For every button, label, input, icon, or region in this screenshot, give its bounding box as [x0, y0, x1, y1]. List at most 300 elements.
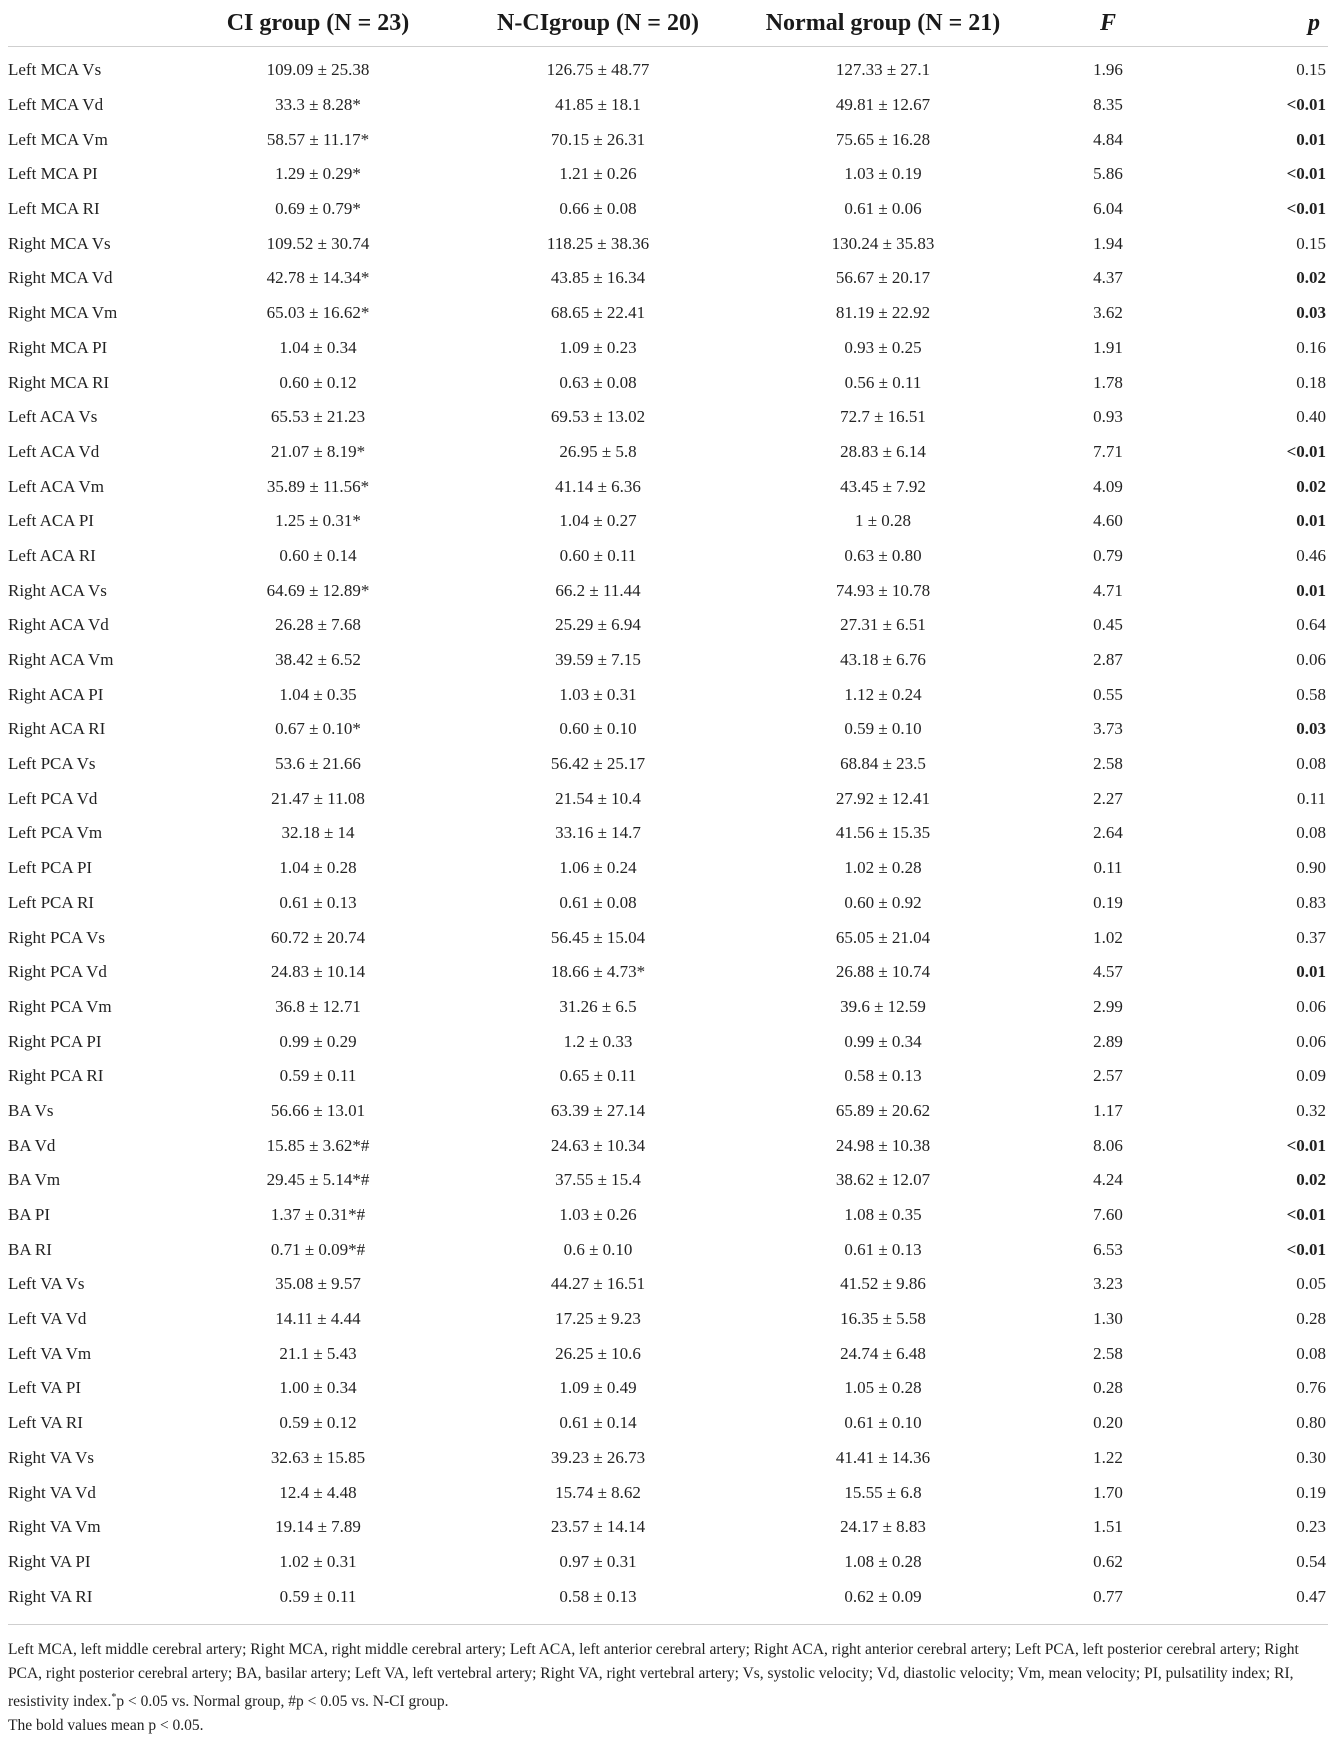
cell-ci-group: 29.45 ± 5.14*#	[266, 1170, 370, 1190]
cell-normal-group: 41.52 ± 9.86	[840, 1274, 926, 1294]
cell-ci-group: 24.83 ± 10.14	[270, 962, 366, 982]
footnote-bold-note: The bold values mean p < 0.05.	[8, 1717, 204, 1735]
row-label: Left ACA Vm	[8, 476, 105, 496]
cell-f-statistic: 3.62	[1093, 303, 1123, 323]
table-row	[8, 1232, 1328, 1267]
cell-p-value: <0.01	[1286, 441, 1326, 461]
row-label: Right VA RI	[8, 1586, 93, 1606]
cell-ci-group: 12.4 ± 4.48	[279, 1482, 357, 1502]
cell-nci-group: 41.85 ± 18.1	[555, 95, 641, 115]
row-label: Left VA RI	[8, 1413, 83, 1433]
cell-normal-group: 75.65 ± 16.28	[835, 129, 931, 149]
row-label: Right ACA Vm	[8, 650, 114, 670]
cell-normal-group: 27.31 ± 6.51	[840, 615, 926, 635]
cell-ci-group: 109.09 ± 25.38	[266, 60, 370, 80]
row-label: Right VA Vm	[8, 1517, 101, 1537]
cell-nci-group: 1.03 ± 0.31	[559, 684, 637, 704]
cell-f-statistic: 4.37	[1093, 268, 1123, 288]
row-label: Right VA PI	[8, 1551, 91, 1571]
cell-nci-group: 15.74 ± 8.62	[555, 1482, 641, 1502]
cell-ci-group: 1.37 ± 0.31*#	[270, 1205, 366, 1225]
cell-ci-group: 0.59 ± 0.11	[279, 1586, 357, 1606]
cell-f-statistic: 4.57	[1093, 962, 1123, 982]
table-row	[8, 781, 1328, 816]
row-label: Left PCA Vm	[8, 823, 103, 843]
cell-p-value: 0.05	[1296, 1274, 1326, 1294]
cell-f-statistic: 2.57	[1093, 1066, 1123, 1086]
table-row	[8, 331, 1328, 366]
cell-nci-group: 31.26 ± 6.5	[559, 996, 637, 1016]
row-label: Left ACA RI	[8, 545, 96, 565]
cell-normal-group: 24.17 ± 8.83	[840, 1517, 926, 1537]
cell-nci-group: 44.27 ± 16.51	[550, 1274, 646, 1294]
cell-nci-group: 1.09 ± 0.49	[559, 1378, 637, 1398]
table-row	[8, 955, 1328, 990]
cell-p-value: 0.02	[1296, 1170, 1326, 1190]
cell-f-statistic: 1.51	[1093, 1517, 1123, 1537]
table-row	[8, 1198, 1328, 1233]
table-row	[8, 712, 1328, 747]
row-label: Right PCA RI	[8, 1066, 104, 1086]
cell-nci-group: 0.60 ± 0.10	[559, 719, 637, 739]
cell-f-statistic: 4.84	[1093, 129, 1123, 149]
table-body	[8, 47, 1328, 1625]
cell-p-value: 0.46	[1296, 545, 1326, 565]
cell-ci-group: 0.61 ± 0.13	[279, 892, 357, 912]
cell-ci-group: 56.66 ± 13.01	[270, 1100, 366, 1120]
cell-nci-group: 1.06 ± 0.24	[559, 858, 637, 878]
cell-nci-group: 0.65 ± 0.11	[559, 1066, 637, 1086]
cell-ci-group: 0.60 ± 0.12	[279, 372, 357, 392]
cell-p-value: 0.06	[1296, 1031, 1326, 1051]
cell-p-value: 0.15	[1296, 233, 1326, 253]
cell-nci-group: 17.25 ± 9.23	[555, 1309, 641, 1329]
cell-p-value: 0.01	[1296, 511, 1326, 531]
row-label: BA PI	[8, 1205, 51, 1225]
table-row	[8, 677, 1328, 712]
table-row	[8, 573, 1328, 608]
row-label: Right PCA Vs	[8, 927, 106, 947]
cell-f-statistic: 0.79	[1093, 545, 1123, 565]
cell-f-statistic: 4.24	[1093, 1170, 1123, 1190]
row-label: Left MCA Vm	[8, 129, 108, 149]
cell-nci-group: 66.2 ± 11.44	[555, 580, 641, 600]
cell-nci-group: 41.14 ± 6.36	[555, 476, 641, 496]
row-label: Left VA Vs	[8, 1274, 85, 1294]
cell-ci-group: 0.60 ± 0.14	[279, 545, 357, 565]
footnote-abbreviations: Left MCA, left middle cerebral artery; Right MCA, right middle cerebral artery; Left ACA, left anterior cerebral artery; Right ACA, right anterior cerebral artery; Left PCA, left posterior cerebral artery; Right PCA, right posterior cerebral artery; BA, basilar artery; Left VA, left vertebral artery; Right VA, right vertebral artery; Vs, systolic velocity; Vd, diastolic velocity; Vm, mean velocity; PI, pulsatility index; RI, resistivity index.	[8, 1640, 1299, 1711]
cell-p-value: 0.19	[1296, 1482, 1326, 1502]
cell-nci-group: 0.60 ± 0.11	[559, 545, 637, 565]
cell-normal-group: 72.7 ± 16.51	[840, 407, 926, 427]
table-row	[8, 400, 1328, 435]
cell-f-statistic: 5.86	[1093, 164, 1123, 184]
cell-p-value: 0.47	[1296, 1586, 1326, 1606]
cell-normal-group: 28.83 ± 6.14	[840, 441, 926, 461]
cell-f-statistic: 1.30	[1093, 1309, 1123, 1329]
table-row	[8, 816, 1328, 851]
cell-normal-group: 24.98 ± 10.38	[835, 1135, 931, 1155]
header-f-statistic: F	[1099, 9, 1116, 36]
cell-p-value: 0.37	[1296, 927, 1326, 947]
row-label: Left PCA RI	[8, 892, 94, 912]
cell-p-value: <0.01	[1286, 1135, 1326, 1155]
table-row	[8, 1475, 1328, 1510]
cell-p-value: 0.40	[1296, 407, 1326, 427]
row-label: BA Vs	[8, 1100, 54, 1120]
cell-normal-group: 0.58 ± 0.13	[844, 1066, 922, 1086]
cell-normal-group: 0.93 ± 0.25	[844, 337, 922, 357]
row-label: Left ACA PI	[8, 511, 94, 531]
cell-normal-group: 81.19 ± 22.92	[835, 303, 931, 323]
row-label: BA RI	[8, 1239, 52, 1259]
cell-ci-group: 65.53 ± 21.23	[270, 407, 366, 427]
row-label: Left PCA Vs	[8, 754, 96, 774]
header-p-value: p	[1308, 9, 1320, 36]
row-label: Right MCA PI	[8, 337, 108, 357]
cell-ci-group: 36.8 ± 12.71	[275, 996, 361, 1016]
cell-normal-group: 74.93 ± 10.78	[835, 580, 931, 600]
table-row	[8, 1163, 1328, 1198]
cell-ci-group: 38.42 ± 6.52	[275, 650, 361, 670]
cell-p-value: 0.08	[1296, 754, 1326, 774]
cell-p-value: <0.01	[1286, 1239, 1326, 1259]
table-row	[8, 1545, 1328, 1580]
row-label: Right ACA RI	[8, 719, 106, 739]
row-label: Right PCA Vd	[8, 962, 107, 982]
cell-p-value: 0.28	[1296, 1309, 1326, 1329]
cell-ci-group: 1.04 ± 0.35	[279, 684, 357, 704]
cell-ci-group: 19.14 ± 7.89	[275, 1517, 361, 1537]
table-row	[8, 1336, 1328, 1371]
cell-ci-group: 0.99 ± 0.29	[279, 1031, 357, 1051]
cell-ci-group: 60.72 ± 20.74	[270, 927, 366, 947]
cell-f-statistic: 6.04	[1093, 199, 1123, 219]
table-row	[8, 157, 1328, 192]
table-row	[8, 504, 1328, 539]
cell-f-statistic: 0.19	[1093, 892, 1123, 912]
cell-f-statistic: 0.28	[1093, 1378, 1123, 1398]
cell-p-value: 0.15	[1296, 60, 1326, 80]
cell-p-value: 0.03	[1296, 303, 1326, 323]
cell-normal-group: 0.56 ± 0.11	[844, 372, 922, 392]
table-row	[8, 608, 1328, 643]
cell-p-value: 0.80	[1296, 1413, 1326, 1433]
cell-f-statistic: 2.99	[1093, 996, 1123, 1016]
cell-nci-group: 0.61 ± 0.14	[559, 1413, 637, 1433]
cell-normal-group: 0.99 ± 0.34	[844, 1031, 922, 1051]
row-label: Left MCA RI	[8, 199, 100, 219]
data-table	[8, 0, 1328, 1738]
cell-nci-group: 24.63 ± 10.34	[550, 1135, 646, 1155]
table-row	[8, 1441, 1328, 1476]
table-row	[8, 226, 1328, 261]
row-label: Right MCA Vd	[8, 268, 113, 288]
cell-f-statistic: 0.11	[1093, 858, 1123, 878]
cell-f-statistic: 1.96	[1093, 60, 1123, 80]
cell-normal-group: 49.81 ± 12.67	[835, 95, 931, 115]
cell-nci-group: 21.54 ± 10.4	[555, 788, 641, 808]
cell-normal-group: 0.60 ± 0.92	[844, 892, 922, 912]
cell-ci-group: 14.11 ± 4.44	[275, 1309, 361, 1329]
row-label: Right MCA Vs	[8, 233, 111, 253]
cell-f-statistic: 2.87	[1093, 650, 1123, 670]
cell-ci-group: 1.04 ± 0.34	[279, 337, 357, 357]
cell-nci-group: 23.57 ± 14.14	[550, 1517, 646, 1537]
table-header	[8, 0, 1328, 47]
cell-f-statistic: 7.60	[1093, 1205, 1123, 1225]
row-label: Left PCA PI	[8, 858, 93, 878]
cell-ci-group: 65.03 ± 16.62*	[266, 303, 370, 323]
cell-normal-group: 68.84 ± 23.5	[840, 754, 926, 774]
cell-normal-group: 1.03 ± 0.19	[844, 164, 922, 184]
cell-ci-group: 32.63 ± 15.85	[270, 1447, 366, 1467]
cell-nci-group: 0.63 ± 0.08	[559, 372, 637, 392]
cell-p-value: 0.83	[1296, 892, 1326, 912]
cell-nci-group: 70.15 ± 26.31	[550, 129, 646, 149]
cell-f-statistic: 2.89	[1093, 1031, 1123, 1051]
cell-nci-group: 26.25 ± 10.6	[555, 1343, 641, 1363]
cell-nci-group: 26.95 ± 5.8	[559, 441, 637, 461]
cell-ci-group: 35.08 ± 9.57	[275, 1274, 361, 1294]
row-label: BA Vd	[8, 1135, 56, 1155]
table-row	[8, 365, 1328, 400]
row-label: Left MCA Vs	[8, 60, 102, 80]
cell-nci-group: 18.66 ± 4.73*	[550, 962, 646, 982]
cell-ci-group: 1.00 ± 0.34	[279, 1378, 357, 1398]
cell-nci-group: 43.85 ± 16.34	[550, 268, 646, 288]
cell-ci-group: 0.59 ± 0.12	[279, 1413, 357, 1433]
row-label: Left PCA Vd	[8, 788, 98, 808]
cell-normal-group: 1 ± 0.28	[854, 511, 912, 531]
cell-f-statistic: 2.58	[1093, 1343, 1123, 1363]
row-label: Right MCA RI	[8, 372, 110, 392]
cell-nci-group: 126.75 ± 48.77	[546, 60, 650, 80]
cell-normal-group: 15.55 ± 6.8	[844, 1482, 922, 1502]
cell-p-value: <0.01	[1286, 164, 1326, 184]
cell-normal-group: 43.45 ± 7.92	[840, 476, 926, 496]
cell-f-statistic: 1.17	[1093, 1100, 1123, 1120]
cell-ci-group: 109.52 ± 30.74	[266, 233, 370, 253]
cell-normal-group: 27.92 ± 12.41	[835, 788, 931, 808]
cell-f-statistic: 1.78	[1093, 372, 1123, 392]
cell-normal-group: 41.56 ± 15.35	[835, 823, 931, 843]
cell-ci-group: 35.89 ± 11.56*	[266, 476, 370, 496]
cell-p-value: <0.01	[1286, 95, 1326, 115]
cell-nci-group: 0.61 ± 0.08	[559, 892, 637, 912]
cell-normal-group: 1.08 ± 0.35	[844, 1205, 922, 1225]
cell-f-statistic: 0.93	[1093, 407, 1123, 427]
table-row	[8, 1371, 1328, 1406]
cell-normal-group: 24.74 ± 6.48	[840, 1343, 926, 1363]
cell-p-value: 0.08	[1296, 823, 1326, 843]
cell-f-statistic: 3.73	[1093, 719, 1123, 739]
cell-ci-group: 21.1 ± 5.43	[279, 1343, 357, 1363]
cell-f-statistic: 0.62	[1093, 1551, 1123, 1571]
header-nci-group: N-CIgroup (N = 20)	[497, 9, 699, 36]
cell-normal-group: 43.18 ± 6.76	[840, 650, 926, 670]
cell-nci-group: 68.65 ± 22.41	[550, 303, 646, 323]
table-row	[8, 261, 1328, 296]
cell-p-value: 0.02	[1296, 476, 1326, 496]
cell-normal-group: 1.08 ± 0.28	[844, 1551, 922, 1571]
cell-p-value: 0.08	[1296, 1343, 1326, 1363]
cell-p-value: 0.18	[1296, 372, 1326, 392]
cell-p-value: 0.54	[1296, 1551, 1326, 1571]
cell-f-statistic: 8.35	[1093, 95, 1123, 115]
cell-normal-group: 1.02 ± 0.28	[844, 858, 922, 878]
cell-nci-group: 1.21 ± 0.26	[559, 164, 637, 184]
row-label: BA Vm	[8, 1170, 61, 1190]
cell-f-statistic: 0.77	[1093, 1586, 1123, 1606]
table-row	[8, 1059, 1328, 1094]
cell-normal-group: 0.61 ± 0.10	[844, 1413, 922, 1433]
cell-ci-group: 1.25 ± 0.31*	[275, 511, 361, 531]
cell-ci-group: 1.02 ± 0.31	[279, 1551, 357, 1571]
cell-p-value: 0.11	[1296, 788, 1326, 808]
table-row	[8, 1024, 1328, 1059]
table-row	[8, 539, 1328, 574]
cell-f-statistic: 4.60	[1093, 511, 1123, 531]
cell-normal-group: 26.88 ± 10.74	[835, 962, 931, 982]
cell-nci-group: 1.04 ± 0.27	[559, 511, 637, 531]
cell-ci-group: 32.18 ± 14	[281, 823, 355, 843]
table-row	[8, 920, 1328, 955]
cell-ci-group: 0.59 ± 0.11	[279, 1066, 357, 1086]
table-row	[8, 53, 1328, 88]
row-label: Right MCA Vm	[8, 303, 118, 323]
cell-normal-group: 0.61 ± 0.06	[844, 199, 922, 219]
cell-ci-group: 15.85 ± 3.62*#	[266, 1135, 370, 1155]
cell-p-value: <0.01	[1286, 199, 1326, 219]
cell-f-statistic: 1.70	[1093, 1482, 1123, 1502]
table-row	[8, 435, 1328, 470]
row-label: Right VA Vd	[8, 1482, 96, 1502]
cell-normal-group: 65.05 ± 21.04	[835, 927, 931, 947]
cell-ci-group: 1.29 ± 0.29*	[275, 164, 361, 184]
cell-p-value: 0.64	[1296, 615, 1326, 635]
cell-nci-group: 1.03 ± 0.26	[559, 1205, 637, 1225]
table-row	[8, 296, 1328, 331]
table-row	[8, 1128, 1328, 1163]
cell-p-value: 0.16	[1296, 337, 1326, 357]
cell-ci-group: 21.47 ± 11.08	[271, 788, 365, 808]
cell-f-statistic: 3.23	[1093, 1274, 1123, 1294]
cell-p-value: <0.01	[1286, 1205, 1326, 1225]
cell-normal-group: 1.12 ± 0.24	[844, 684, 922, 704]
cell-normal-group: 0.63 ± 0.80	[844, 545, 922, 565]
table-row	[8, 1406, 1328, 1441]
cell-p-value: 0.01	[1296, 129, 1326, 149]
cell-nci-group: 56.42 ± 25.17	[550, 754, 646, 774]
cell-p-value: 0.76	[1296, 1378, 1326, 1398]
cell-p-value: 0.06	[1296, 650, 1326, 670]
table-row	[8, 469, 1328, 504]
row-label: Right PCA PI	[8, 1031, 102, 1051]
cell-normal-group: 65.89 ± 20.62	[835, 1100, 931, 1120]
cell-p-value: 0.03	[1296, 719, 1326, 739]
cell-p-value: 0.23	[1296, 1517, 1326, 1537]
cell-f-statistic: 4.71	[1093, 580, 1123, 600]
cell-nci-group: 1.09 ± 0.23	[559, 337, 637, 357]
cell-nci-group: 118.25 ± 38.36	[546, 233, 650, 253]
table-row	[8, 1267, 1328, 1302]
table-row	[8, 886, 1328, 921]
cell-nci-group: 63.39 ± 27.14	[550, 1100, 646, 1120]
row-label: Left ACA Vd	[8, 441, 100, 461]
cell-ci-group: 0.71 ± 0.09*#	[270, 1239, 366, 1259]
cell-normal-group: 38.62 ± 12.07	[835, 1170, 931, 1190]
cell-nci-group: 69.53 ± 13.02	[550, 407, 646, 427]
cell-f-statistic: 8.06	[1093, 1135, 1123, 1155]
footnote-significance: p < 0.05 vs. Normal group, #p < 0.05 vs. N-CI group.	[116, 1693, 449, 1711]
cell-p-value: 0.58	[1296, 684, 1326, 704]
table-row	[8, 851, 1328, 886]
cell-ci-group: 26.28 ± 7.68	[275, 615, 361, 635]
cell-p-value: 0.32	[1296, 1100, 1326, 1120]
row-label: Left ACA Vs	[8, 407, 98, 427]
row-label: Left VA PI	[8, 1378, 82, 1398]
table-row	[8, 747, 1328, 782]
table-row	[8, 122, 1328, 157]
cell-p-value: 0.30	[1296, 1447, 1326, 1467]
cell-normal-group: 39.6 ± 12.59	[840, 996, 926, 1016]
cell-f-statistic: 1.91	[1093, 337, 1123, 357]
cell-f-statistic: 1.94	[1093, 233, 1123, 253]
cell-nci-group: 1.2 ± 0.33	[563, 1031, 633, 1051]
row-label: Right ACA Vs	[8, 580, 107, 600]
cell-normal-group: 0.59 ± 0.10	[844, 719, 922, 739]
cell-f-statistic: 0.20	[1093, 1413, 1123, 1433]
header-normal-group: Normal group (N = 21)	[765, 9, 1001, 36]
cell-nci-group: 39.23 ± 26.73	[550, 1447, 646, 1467]
row-label: Left VA Vd	[8, 1309, 87, 1329]
table-row	[8, 1579, 1328, 1614]
cell-ci-group: 64.69 ± 12.89*	[266, 580, 370, 600]
row-label: Left VA Vm	[8, 1343, 92, 1363]
cell-f-statistic: 2.58	[1093, 754, 1123, 774]
cell-p-value: 0.06	[1296, 996, 1326, 1016]
cell-normal-group: 16.35 ± 5.58	[840, 1309, 926, 1329]
table-footnote: Left MCA, left middle cerebral artery; Right MCA, right middle cerebral artery; Left ACA, left anterior cerebral artery; Right ACA, right anterior cerebral artery; Left PCA, left posterior cerebral artery; Right PCA, right posterior cerebral artery; BA, basilar artery; Left VA, left vertebral artery; Right VA, right vertebral artery; Vs, systolic velocity; Vd, diastolic velocity; Vm, mean velocity; PI, pulsatility index; RI, resistivity index.*p < 0.05 vs. Normal group, #p < 0.05 vs. N-CI group. The bold values mean p < 0.05.	[8, 1625, 1326, 1738]
row-label: Left MCA PI	[8, 164, 98, 184]
cell-normal-group: 130.24 ± 35.83	[831, 233, 935, 253]
cell-f-statistic: 0.45	[1093, 615, 1123, 635]
cell-ci-group: 58.57 ± 11.17*	[266, 129, 370, 149]
cell-nci-group: 0.6 ± 0.10	[563, 1239, 633, 1259]
cell-normal-group: 56.67 ± 20.17	[835, 268, 931, 288]
table-row	[8, 1302, 1328, 1337]
cell-f-statistic: 7.71	[1093, 441, 1123, 461]
cell-f-statistic: 6.53	[1093, 1239, 1123, 1259]
cell-f-statistic: 1.02	[1093, 927, 1123, 947]
cell-nci-group: 56.45 ± 15.04	[550, 927, 646, 947]
cell-nci-group: 0.97 ± 0.31	[559, 1551, 637, 1571]
cell-p-value: 0.09	[1296, 1066, 1326, 1086]
table-row	[8, 88, 1328, 123]
cell-f-statistic: 2.64	[1093, 823, 1123, 843]
cell-ci-group: 33.3 ± 8.28*	[275, 95, 361, 115]
cell-normal-group: 0.61 ± 0.13	[844, 1239, 922, 1259]
row-label: Right ACA Vd	[8, 615, 109, 635]
row-label: Right PCA Vm	[8, 996, 112, 1016]
cell-ci-group: 1.04 ± 0.28	[279, 858, 357, 878]
table-row	[8, 1094, 1328, 1129]
cell-normal-group: 1.05 ± 0.28	[844, 1378, 922, 1398]
row-label: Right ACA PI	[8, 684, 104, 704]
table-row	[8, 990, 1328, 1025]
cell-nci-group: 39.59 ± 7.15	[555, 650, 641, 670]
